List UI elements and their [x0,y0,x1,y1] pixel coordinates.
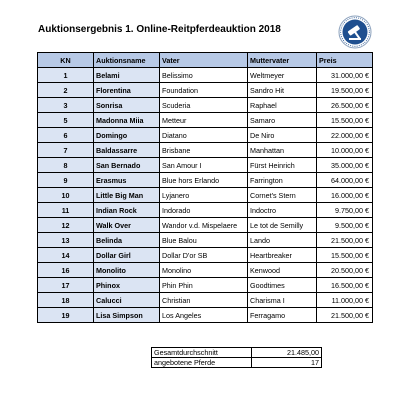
summary-row-count [152,358,322,368]
cell-muttervater: Cornet's Stern [248,188,317,203]
cell-muttervater: Heartbreaker [248,248,317,263]
cell-preis: 64.000,00 € [317,173,373,188]
cell-vater: Scuderia [160,98,248,113]
cell-vater: Christian [160,293,248,308]
cell-auktionsname: Monolito [94,263,160,278]
cell-preis: 9.750,00 € [317,203,373,218]
cell-kn: 14 [38,248,94,263]
cell-vater: Los Angeles [160,308,248,323]
summary-table [151,347,322,368]
cell-auktionsname: Belami [94,68,160,83]
cell-kn: 1 [38,68,94,83]
column-header-vater: Vater [160,53,248,68]
cell-preis: 10.000,00 € [317,143,373,158]
table-row [38,158,373,173]
cell-vater: Foundation [160,83,248,98]
cell-kn: 5 [38,113,94,128]
table-row [38,188,373,203]
table-row [38,218,373,233]
cell-preis: 9.500,00 € [317,218,373,233]
cell-muttervater: Kenwood [248,263,317,278]
table-row [38,248,373,263]
summary-count-label: angebotene Pferde [152,358,252,368]
table-row [38,83,373,98]
cell-vater: Diatano [160,128,248,143]
cell-kn: 16 [38,263,94,278]
table-row [38,203,373,218]
table-row [38,293,373,308]
cell-kn: 12 [38,218,94,233]
cell-auktionsname: Lisa Simpson [94,308,160,323]
cell-auktionsname: Little Big Man [94,188,160,203]
cell-muttervater: Charisma I [248,293,317,308]
summary-average-label: Gesamtdurchschnitt [152,348,252,358]
cell-vater: Blue Balou [160,233,248,248]
cell-muttervater: Sandro Hit [248,83,317,98]
table-row [38,143,373,158]
cell-kn: 7 [38,143,94,158]
cell-auktionsname: San Bernado [94,158,160,173]
cell-kn: 10 [38,188,94,203]
cell-muttervater: Samaro [248,113,317,128]
cell-muttervater: Le tot de Semilly [248,218,317,233]
cell-vater: Dollar D'or SB [160,248,248,263]
cell-preis: 15.500,00 € [317,113,373,128]
cell-auktionsname: Phinox [94,278,160,293]
cell-preis: 31.000,00 € [317,68,373,83]
table-row [38,308,373,323]
cell-preis: 16.500,00 € [317,278,373,293]
table-row [38,263,373,278]
table-row [38,278,373,293]
cell-auktionsname: Indian Rock [94,203,160,218]
cell-auktionsname: Domingo [94,128,160,143]
cell-muttervater: Farrington [248,173,317,188]
cell-vater: Phin Phin [160,278,248,293]
gavel-seal-icon [338,15,372,49]
cell-preis: 35.000,00 € [317,158,373,173]
cell-kn: 6 [38,128,94,143]
table-row [38,128,373,143]
cell-muttervater: Weltmeyer [248,68,317,83]
cell-muttervater: Goodtimes [248,278,317,293]
table-row [38,173,373,188]
cell-kn: 11 [38,203,94,218]
table-row [38,113,373,128]
table-row [38,98,373,113]
summary-count-value: 17 [252,358,322,368]
cell-preis: 19.500,00 € [317,83,373,98]
cell-auktionsname: Calucci [94,293,160,308]
cell-vater: San Amour I [160,158,248,173]
cell-preis: 21.500,00 € [317,308,373,323]
cell-auktionsname: Florentina [94,83,160,98]
table-row [38,68,373,83]
cell-kn: 19 [38,308,94,323]
cell-vater: Wandor v.d. Mispelaere [160,218,248,233]
table-header-row [38,53,373,68]
cell-muttervater: Manhattan [248,143,317,158]
cell-auktionsname: Belinda [94,233,160,248]
cell-preis: 15.500,00 € [317,248,373,263]
cell-muttervater: Ferragamo [248,308,317,323]
cell-vater: Belissimo [160,68,248,83]
column-header-kn: KN [38,53,94,68]
cell-muttervater: De Niro [248,128,317,143]
cell-muttervater: Lando [248,233,317,248]
cell-muttervater: Indoctro [248,203,317,218]
cell-vater: Blue hors Erlando [160,173,248,188]
cell-preis: 20.500,00 € [317,263,373,278]
cell-vater: Monolino [160,263,248,278]
cell-vater: Metteur [160,113,248,128]
cell-auktionsname: Sonrisa [94,98,160,113]
auction-results-table [37,52,373,323]
table-row [38,233,373,248]
cell-muttervater: Raphael [248,98,317,113]
column-header-muttervater: Muttervater [248,53,317,68]
cell-vater: Indorado [160,203,248,218]
cell-preis: 21.500,00 € [317,233,373,248]
cell-auktionsname: Dollar Girl [94,248,160,263]
cell-vater: Brisbane [160,143,248,158]
cell-kn: 9 [38,173,94,188]
cell-kn: 18 [38,293,94,308]
cell-auktionsname: Baldassarre [94,143,160,158]
cell-kn: 2 [38,83,94,98]
cell-kn: 3 [38,98,94,113]
cell-kn: 17 [38,278,94,293]
column-header-auktionsname: Auktionsname [94,53,160,68]
cell-preis: 16.000,00 € [317,188,373,203]
cell-preis: 22.000,00 € [317,128,373,143]
column-header-preis: Preis [317,53,373,68]
cell-kn: 13 [38,233,94,248]
cell-auktionsname: Walk Over [94,218,160,233]
cell-kn: 8 [38,158,94,173]
cell-auktionsname: Madonna Miia [94,113,160,128]
cell-preis: 26.500,00 € [317,98,373,113]
cell-auktionsname: Erasmus [94,173,160,188]
cell-vater: Lyjanero [160,188,248,203]
cell-preis: 11.000,00 € [317,293,373,308]
summary-row-average [152,348,322,358]
page-title: Auktionsergebnis 1. Online-Reitpferdeauktion 2018 [38,24,281,35]
cell-muttervater: Fürst Heinrich [248,158,317,173]
summary-average-value: 21.485,00 [252,348,322,358]
